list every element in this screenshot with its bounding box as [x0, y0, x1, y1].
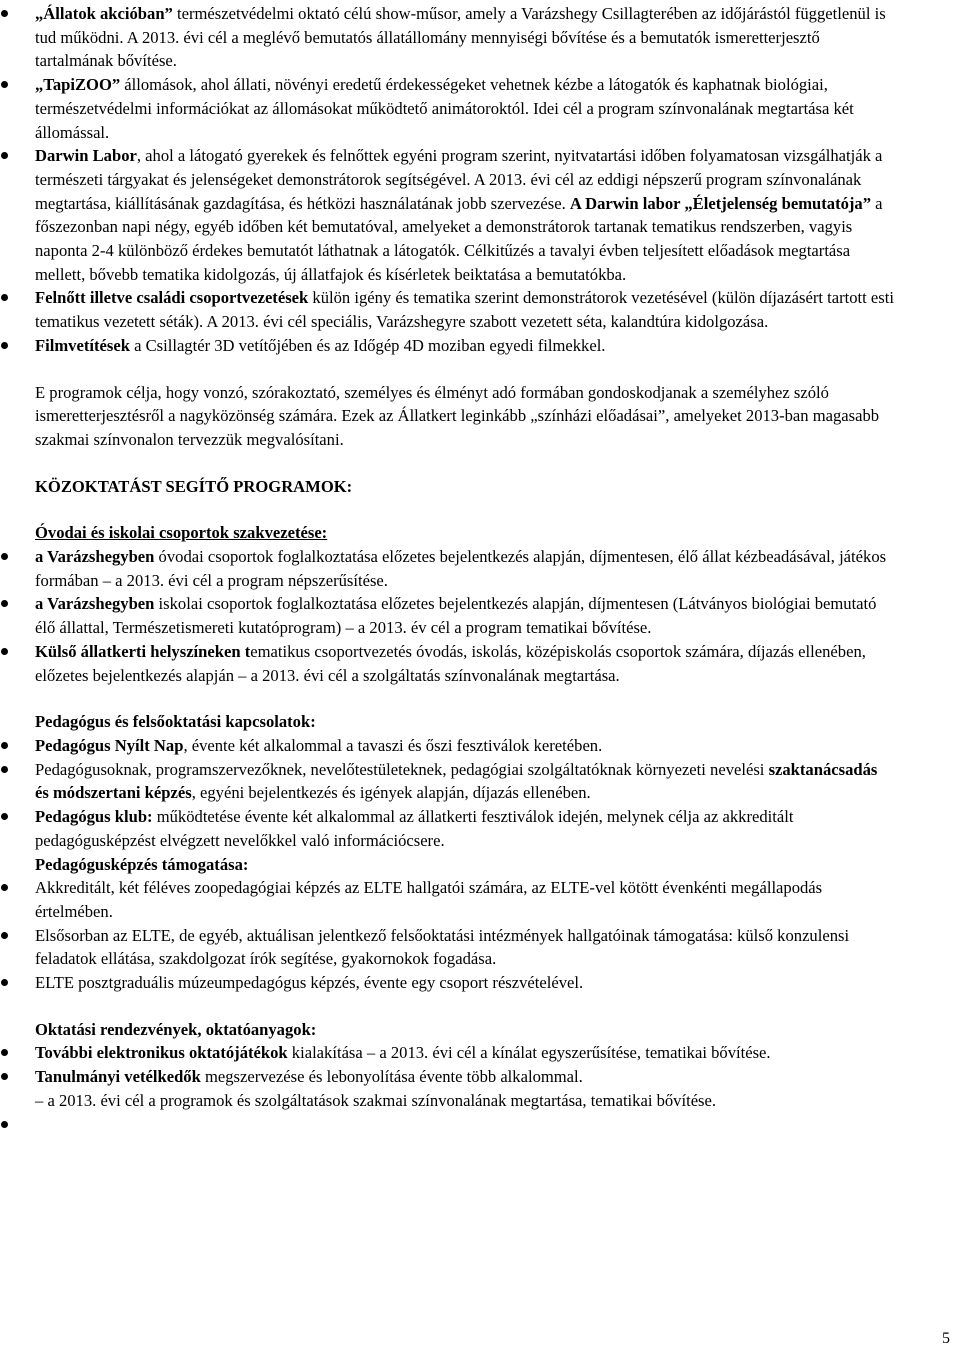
bullet-item-text-segment: ematikus csoportvezetés óvodás, iskolás, középiskolás csoportok számára, díjazás ellenében, előzetes bejelentkezés alapján – a 2013. évi cél a szolgáltatás színvonalának megtartása.	[35, 641, 866, 685]
bullet-item-text-segment: „TapiZOO”	[35, 75, 121, 95]
bullet-item	[0, 592, 960, 639]
bullet-item-text-segment: külön igény és tematika szerint demonstrátorok vezetésével (külön díjazásért tartott esti tematikus vezetett séták). A 2013. évi cél speciális, Varázshegyre szabott vezetett séta, kalandtúra kidolgozása.	[35, 288, 894, 332]
bullet-item	[0, 1041, 960, 1065]
bullet-item-text-segment: Tanulmányi vetélkedők	[35, 1067, 201, 1087]
bullet-item	[0, 2, 960, 73]
bullet-item-text-segment: , egyéni bejelentkezés és igények alapján, díjazás ellenében.	[191, 783, 591, 803]
bullet-item-text-segment: természetvédelmi oktató célú show-műsor, amely a Varázshegy Csillagterében az időjárástól függetlenül is tud működni. A 2013. évi cél a meglévő bemutatós állatállomány mennyiségi bővítése és a bemutatók ismeretterjesztő tartalmának bővítése.	[35, 4, 886, 71]
paragraph-text-segment: E programok célja, hogy vonzó, szórakoztató, személyes és élményt adó formában gondoskodjanak a személyhez szóló ismeretterjesztésről a nagyközönség számára. Ezek az Állatkert leginkább „színházi előadásai”, amelyeket 2013-ban magasabb szakmai színvonalon tervezzük megvalósítani.	[35, 382, 880, 449]
bullet-item-text-segment: Pedagógus klub:	[35, 807, 153, 827]
bullet-item-text-segment: A Darwin labor „Életjelenség bemutatója”	[569, 193, 872, 213]
bullet-item-text-segment: iskolai csoportok foglalkoztatása előzetes bejelentkezés alapján, díjmentesen (Látványos biológiai bemutató élő állattal, Természetismereti kutatóprogram) – a 2013. év cél a program tematikai bővítése.	[35, 594, 877, 638]
kindergarten-school-list	[0, 545, 960, 687]
bullet-item	[0, 734, 960, 758]
programs-bullet-list	[0, 2, 960, 358]
subsection-title-educational-events: Oktatási rendezvények, oktatóanyagok:	[35, 1019, 317, 1039]
bullet-item	[0, 758, 960, 805]
bullet-item-text-segment: – a 2013. évi cél a programok és szolgáltatások szakmai színvonalának megtartása, tematikai bővítése.	[35, 1090, 717, 1110]
bullet-item-text-segment: További elektronikus oktatójátékok	[35, 1043, 288, 1063]
bullet-item	[0, 545, 960, 592]
empty-bullet-item	[0, 1113, 960, 1137]
teacher-relations-list	[0, 734, 960, 853]
empty-bullet-list	[0, 1113, 960, 1137]
bullet-item-text-segment: ELTE posztgraduális múzeumpedagógus képzés, évente egy csoport részvételével.	[35, 973, 584, 993]
bullet-item-text-segment: kialakítása – a 2013. évi cél a kínálat egyszerűsítése, tematikai bővítése.	[287, 1043, 771, 1063]
bullet-item	[0, 924, 960, 971]
bullet-item-text-segment: Felnőtt illetve családi csoportvezetések	[35, 288, 309, 308]
subsection-title-kindergarten-school: Óvodai és iskolai csoportok szakvezetése:	[35, 523, 328, 543]
bullet-item	[0, 640, 960, 687]
bullet-item-text-segment: Filmvetítések	[35, 335, 130, 355]
bullet-item	[0, 876, 960, 923]
bullet-item-text-segment: Elsősorban az ELTE, de egyéb, aktuálisan jelentkező felsőoktatási intézmények hallgatóinak támogatása: külső konzulensi feladatok ellátása, szakdolgozat írók segítése, gyakornokok fogadása.	[35, 925, 850, 969]
bullet-item-text-segment: Pedagógusoknak, programszervezőknek, nevelőtestületeknek, pedagógiai szolgáltatóknak környezeti nevelési	[35, 759, 769, 779]
bullet-item	[0, 1065, 960, 1112]
bullet-item-text-segment: a Varázshegyben	[35, 594, 155, 614]
bullet-item-text-segment: Akkreditált, két féléves zoopedagógiai képzés az ELTE hallgatói számára, az ELTE-vel kötött évenkénti megállapodás értelmében.	[35, 878, 823, 921]
bullet-item	[0, 971, 960, 995]
bullet-item	[0, 805, 960, 852]
subsection-title-teacher-relations: Pedagógus és felsőoktatási kapcsolatok:	[35, 712, 316, 732]
educational-events-list	[0, 1041, 960, 1112]
bullet-item-text-segment: állomások, ahol állati, növényi eredetű érdekességeket vehetnek kézbe a látogatók és kaphatnak biológiai, természetvédelmi információkat az állomásokat működtető animátoroktól. Idei cél a program színvonalának megtartása két állomással.	[35, 75, 854, 142]
section-heading: KÖZOKTATÁST SEGÍTŐ PROGRAMOK:	[35, 476, 353, 496]
bullet-item-text-segment: „Állatok akcióban”	[35, 4, 173, 23]
summary-paragraph	[0, 381, 960, 452]
bullet-item-text-segment: a főszezonban napi négy, egyéb időben két bemutatóval, amelyeket a demonstrátorok tartanak tematikus rendszerben, vagyis naponta 2-4 különböző érdekes bemutatót láthatnak a látogatók. Célkitűzés a tavalyi évben teljesített előadások megtartása mellett, bővebb tematika kidolgozás, új állatfajok és kísérletek beiktatása a bemutatókba.	[35, 193, 883, 284]
subsection-title-teacher-training: Pedagógusképzés támogatása:	[35, 854, 249, 874]
bullet-item-text-segment: Külső állatkerti helyszíneken t	[35, 641, 251, 661]
teacher-training-list	[0, 876, 960, 995]
page-content	[0, 2, 960, 1137]
bullet-item-text-segment: , ahol a látogató gyerekek és felnőttek egyéni program szerint, nyitvatartási időben folyamatosan vizsgálhatják a természeti tárgyakat és jelenségeket demonstrátorok segítségével. A 2013. évi cél az eddigi népszerű program színvonalának megtartása, kiállításának gazdagítása, és hétközi használatának jobb szervezése.	[35, 146, 883, 213]
bullet-item-text-segment: Darwin Labor	[35, 146, 137, 166]
bullet-item	[0, 334, 960, 358]
bullet-item-text-segment: működtetése évente két alkalommal az állatkerti fesztiválok idején, melynek célja az akkreditált pedagógusképzést elvégzett nevelőkkel való információcsere.	[35, 807, 794, 850]
page-number: 5	[942, 1330, 950, 1348]
bullet-item-text-segment: Pedagógus Nyílt Nap	[35, 735, 184, 755]
bullet-item	[0, 144, 960, 286]
bullet-item-text-segment: a Varázshegyben	[35, 547, 155, 567]
bullet-item-text-segment: megszervezése és lebonyolítása évente több alkalommal.	[200, 1067, 583, 1087]
bullet-item	[0, 286, 960, 333]
bullet-item-text-segment: a Csillagtér 3D vetítőjében és az Időgép 4D moziban egyedi filmekkel.	[129, 335, 606, 355]
bullet-item-text-segment: , évente két alkalommal a tavaszi és őszi fesztiválok keretében.	[183, 735, 603, 755]
bullet-item	[0, 73, 960, 144]
bullet-item-text-segment: óvodai csoportok foglalkoztatása előzetes bejelentkezés alapján, díjmentesen, élő állat kézbeadásával, játékos formában – a 2013. évi cél a program népszerűsítése.	[35, 547, 887, 590]
bullet-item-text-segment: szaktanácsadás és módszertani képzés	[35, 759, 878, 803]
